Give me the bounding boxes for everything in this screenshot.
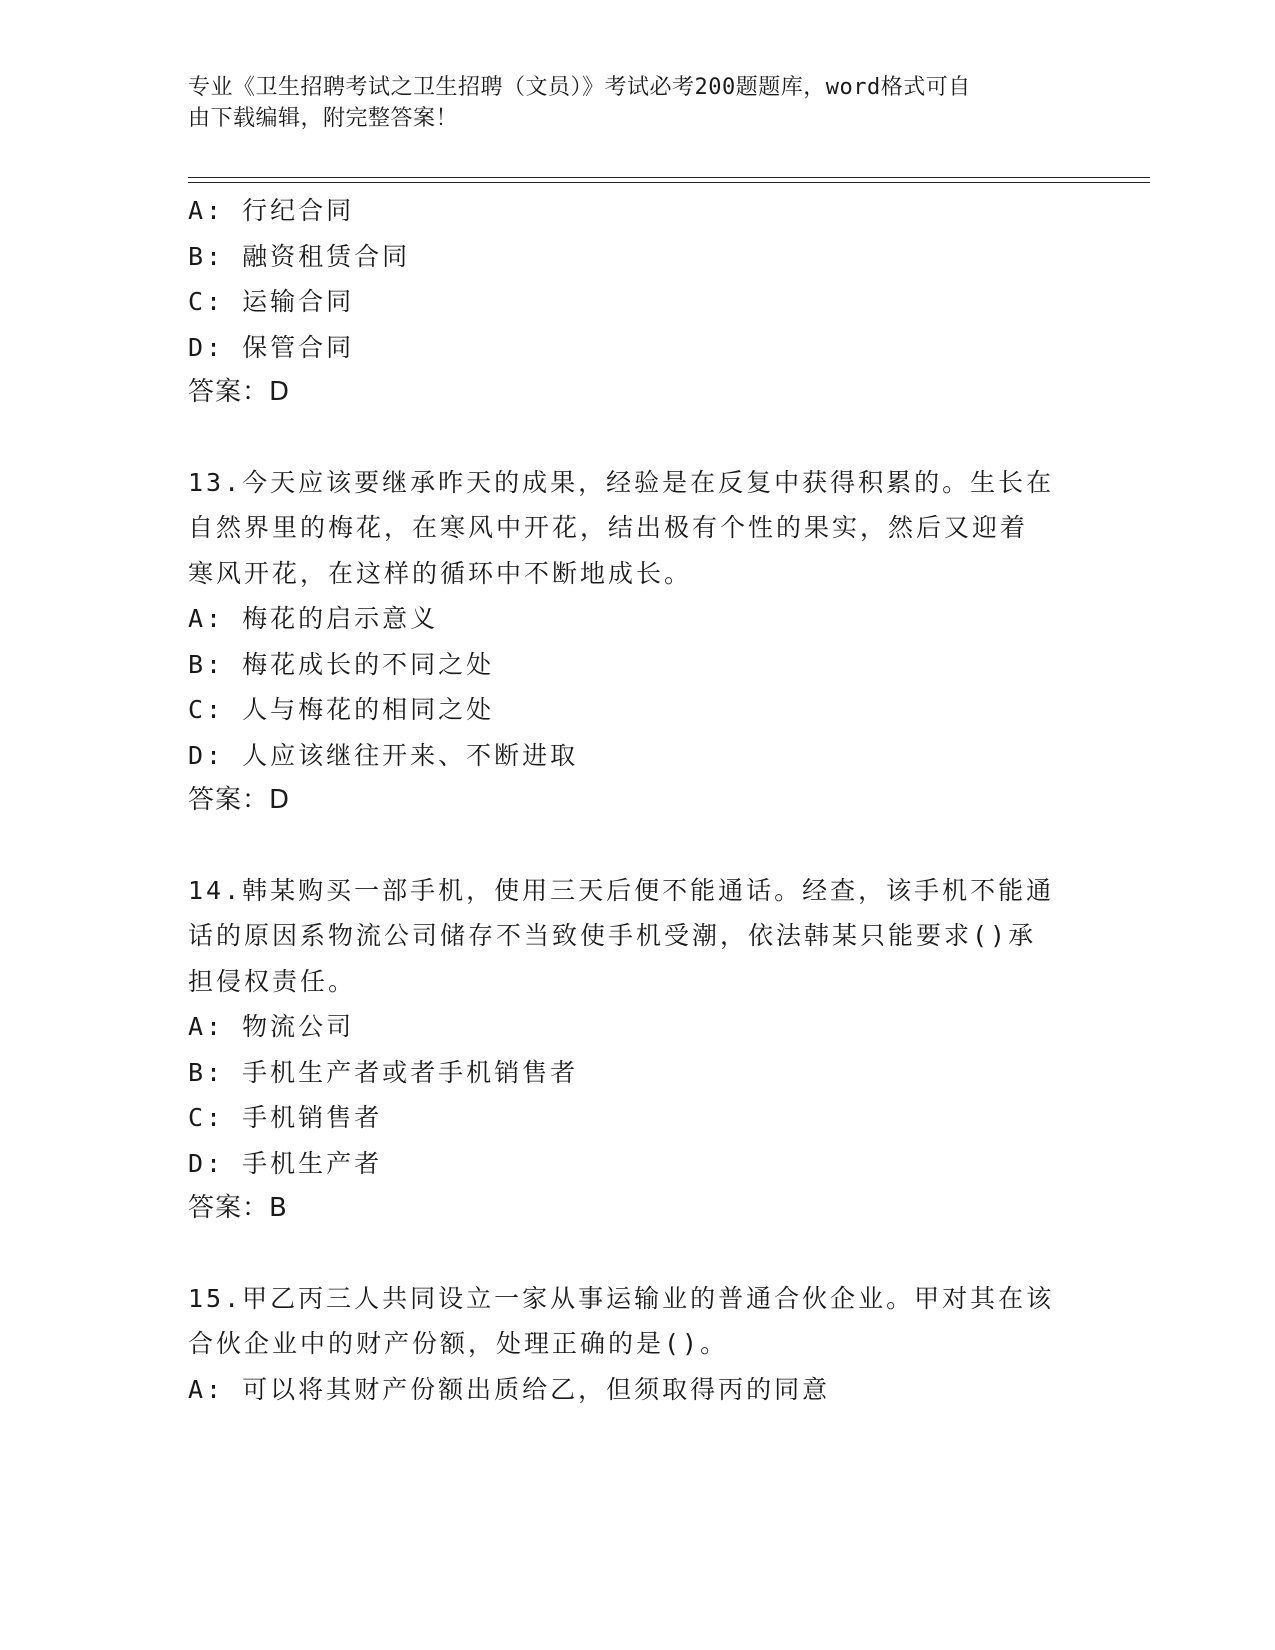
option-b: B: 手机生产者或者手机销售者 [188,1057,579,1087]
answer-line: 答案：B [188,1193,288,1223]
spacer [188,416,1088,460]
header-divider-bottom [188,182,1150,183]
option-a: A: 可以将其财产份额出质给乙，但须取得丙的同意 [188,1374,831,1404]
option-c: C: 运输合同 [188,287,355,316]
option-d: D: 手机生产者 [188,1148,383,1178]
spacer [188,1232,1088,1276]
option-d: D: 人应该继往开来、不断进取 [188,740,579,770]
question-text-line: 话的原因系物流公司储存不当致使手机受潮，依法韩某只能要求()承 [188,921,1037,950]
option-b: B: 融资租赁合同 [188,241,411,271]
option-c: C: 手机销售者 [188,1103,383,1132]
option-a: A: 物流公司 [188,1012,355,1041]
header-divider-top [188,177,1150,178]
question-text-line: 寒风开花，在这样的循环中不断地成长。 [188,558,693,588]
header-line-2: 由下载编辑，附完整答案！ [188,106,459,131]
spacer [188,824,1088,868]
question-13-block [188,460,1088,824]
question-list [188,188,1088,1412]
question-text-line: 担侵权责任。 [188,966,357,996]
question-text-line: 15.甲乙丙三人共同设立一家从事运输业的普通合伙企业。甲对其在该 [188,1283,1055,1313]
question-15-block [188,1276,1088,1413]
option-b: B: 梅花成长的不同之处 [188,649,495,679]
option-c: C: 人与梅花的相同之处 [188,695,495,724]
question-text-line: 13.今天应该要继承昨天的成果，经验是在反复中获得积累的。生长在 [188,467,1055,497]
question-text-line: 合伙企业中的财产份额，处理正确的是()。 [188,1329,729,1358]
header-line-1: 专业《卫生招聘考试之卫生招聘（文员）》考试必考200题题库，word格式可自 [188,75,971,100]
document-header [188,72,1078,134]
option-d: D: 保管合同 [188,332,355,362]
question-text-line: 14.韩某购买一部手机，使用三天后便不能通话。经查，该手机不能通 [188,875,1055,905]
option-a: A: 行纪合同 [188,196,355,225]
question-14-block [188,868,1088,1232]
answer-line: 答案：D [188,377,291,407]
question-12-block [188,188,1088,416]
question-text-line: 自然界里的梅花，在寒风中开花，结出极有个性的果实，然后又迎着 [188,513,1029,542]
option-a: A: 梅花的启示意义 [188,604,439,633]
answer-line: 答案：D [188,785,291,815]
